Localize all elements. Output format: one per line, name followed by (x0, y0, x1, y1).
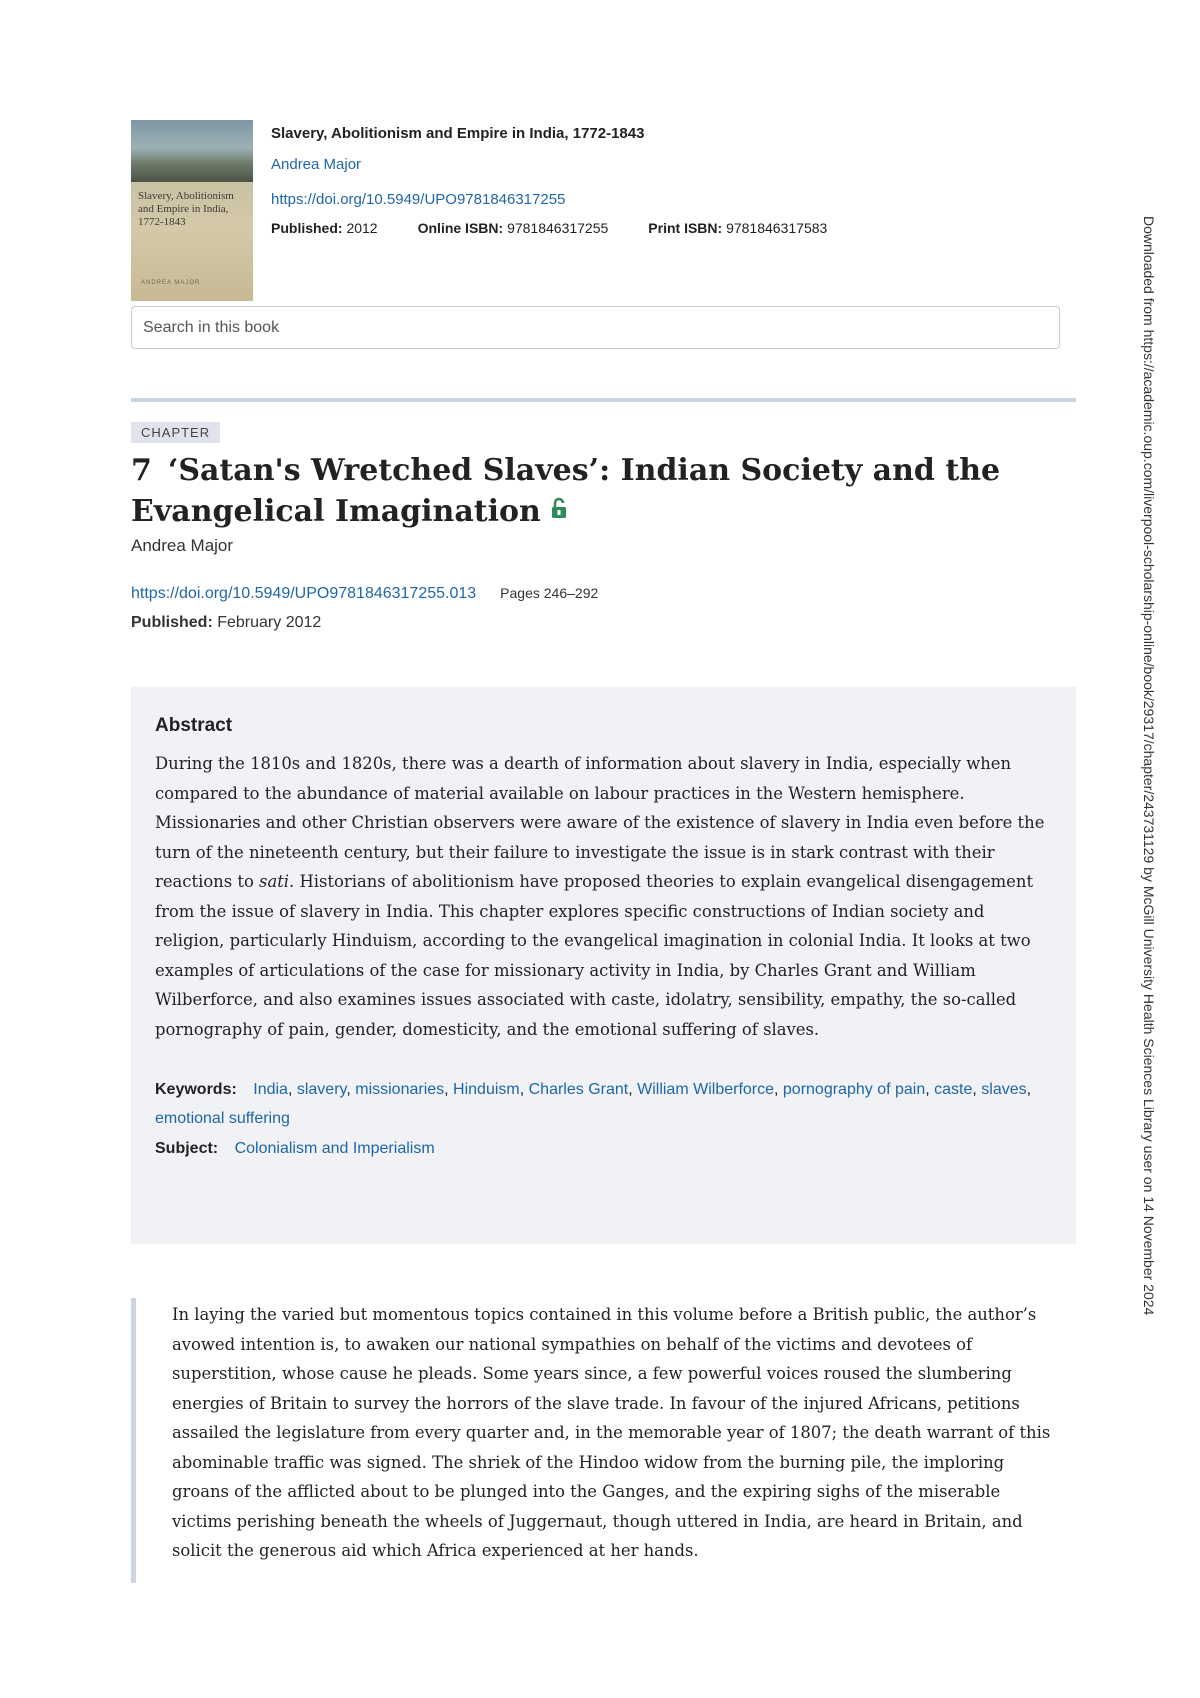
chapter-published (131, 614, 321, 632)
open-access-lock-icon (551, 489, 567, 530)
abstract-text-part: During the 1810s and 1820s, there was a dearth of information about slavery in India, especially when compared to the abundance of material available on labour practices in the Western hemisphere. Missionaries and other Christian observers were aware of the existence of slavery in India even before the turn of the nineteenth century, but their failure to investigate the issue is in stark contrast with their reactions to (155, 754, 1045, 891)
book-meta (271, 120, 1061, 236)
book-published (271, 220, 378, 236)
quote-text: In laying the varied but momentous topics contained in this volume before a British public, the author’s avowed intention is, to awaken our national sympathies on behalf of the victims and devotees of superstition, whose cause he pleads. Some years since, a few powerful voices roused the slumbering energies of Britain to survey the horrors of the slave trade. In favour of the injured Africans, petitions assailed the legislature from every quarter and, in the memorable year of 1807; the death warrant of this abominable traffic was signed. The shriek of the Hindoo widow from the burning pile, the imploring groans of the afflicted about to be plunged into the Ganges, and the expiring sighs of the miserable victims perishing beneath the wheels of Juggernaut, though uttered in India, are heard in Britain, and solicit the generous aid which Africa experienced at her hands. (172, 1305, 1051, 1560)
keyword-link[interactable]: Charles Grant (528, 1081, 629, 1098)
cover-title-line: 1772-1843 (138, 216, 186, 228)
chapter-badge: CHAPTER (131, 422, 220, 443)
chapter-pages: Pages 246–292 (500, 585, 599, 601)
keyword-link[interactable]: pornography of pain (782, 1081, 926, 1098)
keywords-label: Keywords: (155, 1081, 237, 1098)
cover-author: ANDREA MAJOR (141, 280, 201, 286)
abstract-text-italic: sati (259, 872, 290, 891)
keyword-link[interactable]: slavery (296, 1081, 347, 1098)
published-label: Published: (271, 220, 343, 236)
book-print-isbn (648, 220, 827, 236)
subject-label: Subject: (155, 1140, 219, 1157)
chapter-published-label: Published: (131, 614, 213, 631)
cover-title (138, 190, 248, 229)
print-isbn-value: 9781846317583 (726, 220, 828, 236)
section-divider (131, 398, 1076, 402)
book-title[interactable]: Slavery, Abolitionism and Empire in India, 1772-1843 (271, 125, 645, 142)
abstract-text (155, 749, 1052, 1044)
online-isbn-value: 9781846317255 (507, 220, 609, 236)
subject-line (155, 1140, 1052, 1158)
download-watermark: Downloaded from https://academic.oup.com/liverpool-scholarship-online/book/29317/chapter/243731129 by McGill University Health Sciences Library user on 14 November 2024 (1141, 216, 1157, 1316)
cover-illustration (131, 120, 253, 182)
book-publication-info (271, 220, 1061, 236)
book-doi-link[interactable]: https://doi.org/10.5949/UPO9781846317255 (271, 191, 566, 208)
keyword-link[interactable]: missionaries (355, 1081, 445, 1098)
chapter-number: 7 (131, 453, 152, 488)
search-input[interactable] (131, 306, 1060, 349)
keyword-link[interactable]: William Wilberforce (637, 1081, 775, 1098)
keywords-line: Keywords: India, slavery, missionaries, Hinduism, Charles Grant, William Wilberforce, pornography of pain, caste, slaves, emotional suffering (155, 1081, 1032, 1127)
online-isbn-label: Online ISBN: (417, 220, 504, 236)
keyword-link[interactable]: emotional suffering (155, 1110, 290, 1127)
keyword-link[interactable]: India (253, 1081, 288, 1098)
chapter-published-value: February 2012 (217, 614, 322, 631)
cover-title-line: and Empire in India, (138, 203, 229, 215)
published-value: 2012 (346, 220, 378, 236)
book-online-isbn (418, 220, 609, 236)
cover-title-line: Slavery, Abolitionism (138, 190, 234, 202)
chapter-doi-link[interactable]: https://doi.org/10.5949/UPO9781846317255.013 (131, 585, 477, 602)
search-placeholder: Search in this book (143, 318, 280, 336)
abstract-heading: Abstract (155, 715, 233, 736)
abstract-text-part: . Historians of abolitionism have proposed theories to explain evangelical disengagement from the issue of slavery in India. This chapter explores specific constructions of Indian society and religion, particularly Hinduism, according to the evangelical imagination in colonial India. It looks at two examples of articulations of the case for missionary activity in India, by Charles Grant and William Wilberforce, and also examines issues associated with caste, idolatry, sensibility, empathy, the so-called pornography of pain, gender, domesticity, and the emotional suffering of slaves. (155, 872, 1034, 1039)
subject-link[interactable]: Colonialism and Imperialism (234, 1140, 435, 1157)
abstract-section (131, 687, 1076, 1244)
chapter-title (131, 450, 1011, 534)
book-cover-image[interactable] (131, 120, 253, 301)
keyword-link[interactable]: caste (934, 1081, 973, 1098)
keyword-link[interactable]: Hinduism (453, 1081, 520, 1098)
keyword-link[interactable]: slaves (981, 1081, 1027, 1098)
chapter-author[interactable]: Andrea Major (131, 536, 234, 555)
chapter-doi-line (131, 585, 598, 603)
epigraph-quote (131, 1298, 1076, 1583)
chapter-title-text: ‘Satan's Wretched Slaves’: Indian Society and the Evangelical Imagination (131, 453, 1001, 529)
book-author-link[interactable]: Andrea Major (271, 156, 362, 173)
print-isbn-label: Print ISBN: (648, 220, 723, 236)
